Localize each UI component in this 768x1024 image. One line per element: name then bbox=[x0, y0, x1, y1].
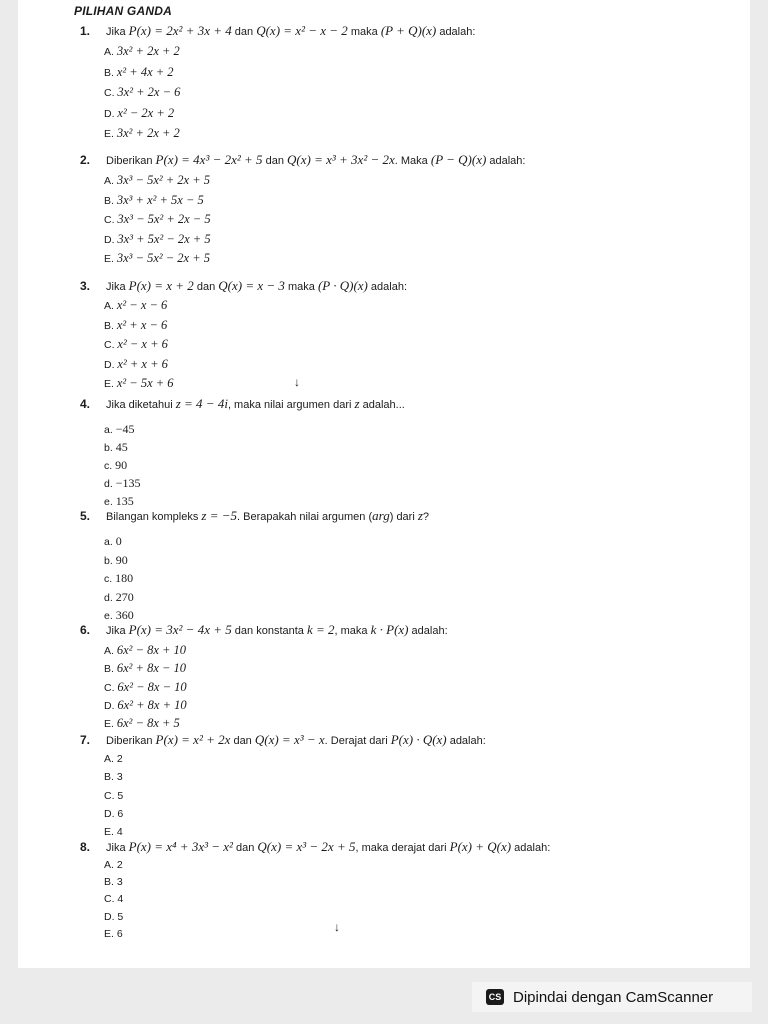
math-expression: z bbox=[354, 396, 360, 411]
math-expression: k · P(x) bbox=[370, 622, 409, 637]
math-expression: Q(x) = x³ + 3x² − 2x bbox=[287, 152, 395, 167]
text-run: adalah: bbox=[408, 625, 448, 637]
math-expression: x² + x − 6 bbox=[116, 317, 168, 332]
math-expression: P(x) = x + 2 bbox=[128, 278, 194, 293]
math-expression: x² − 5x + 6 bbox=[116, 376, 174, 390]
camscanner-logo-icon: CS bbox=[486, 989, 504, 1005]
question-number: 3. bbox=[80, 279, 91, 293]
watermark-text: Dipindai dengan CamScanner bbox=[513, 988, 714, 1006]
text-run: E. bbox=[104, 253, 117, 265]
answer-option bbox=[104, 251, 210, 266]
text-run: dan bbox=[232, 842, 258, 854]
text-run: , maka nilai argumen dari bbox=[227, 399, 355, 411]
answer-option bbox=[104, 376, 174, 391]
number-value: 90 bbox=[115, 552, 128, 567]
text-run: maka bbox=[284, 281, 318, 293]
text-run: e. bbox=[104, 610, 116, 622]
math-expression: P(x) = x⁴ + 3x³ − x² bbox=[128, 839, 233, 854]
text-run: ? bbox=[422, 511, 430, 523]
text-run: Diberikan bbox=[106, 735, 156, 747]
answer-option bbox=[104, 698, 187, 713]
text-run: adalah: bbox=[446, 735, 486, 747]
text-run: dan konstanta bbox=[231, 625, 307, 637]
math-expression: 3x³ − 5x² + 2x − 5 bbox=[117, 212, 211, 226]
text-run: A. bbox=[104, 175, 117, 187]
text-run: Diberikan bbox=[106, 155, 156, 167]
text-run: B. bbox=[104, 194, 117, 207]
math-expression: 3x³ + 5x² − 2x + 5 bbox=[117, 231, 211, 246]
question-number: 5. bbox=[80, 509, 91, 523]
number-value: 90 bbox=[115, 458, 128, 472]
math-expression: 6x² + 8x + 10 bbox=[117, 697, 187, 712]
text-run: Jika bbox=[106, 26, 129, 38]
math-expression: Q(x) = x³ − x bbox=[254, 732, 325, 747]
text-run: D. 6 bbox=[104, 807, 124, 820]
number-value: 135 bbox=[115, 494, 134, 508]
question-number: 8. bbox=[80, 840, 91, 854]
answer-option bbox=[104, 859, 123, 871]
question-text bbox=[106, 508, 706, 524]
number-value: −45 bbox=[115, 422, 135, 436]
text-run: C. 4 bbox=[104, 893, 124, 906]
answer-option bbox=[104, 458, 127, 473]
text-run: D. bbox=[104, 699, 118, 712]
text-run: b. bbox=[104, 554, 116, 567]
math-expression: Q(x) = x³ − 2x + 5 bbox=[257, 839, 356, 854]
math-expression: 3x³ − 5x² + 2x + 5 bbox=[116, 173, 211, 187]
text-run: Jika diketahui bbox=[106, 399, 176, 411]
text-run: C. bbox=[104, 681, 118, 694]
text-run: E. bbox=[104, 378, 117, 390]
text-run: d. bbox=[104, 478, 116, 490]
number-value: 0 bbox=[115, 534, 122, 548]
text-run: B. bbox=[104, 663, 117, 676]
text-run: E. 4 bbox=[104, 826, 123, 839]
answer-option bbox=[104, 494, 134, 509]
answer-option bbox=[104, 422, 134, 437]
answer-option bbox=[104, 126, 180, 141]
math-expression: 3x² + 2x + 2 bbox=[116, 126, 180, 140]
math-expression: P(x) · Q(x) bbox=[390, 732, 447, 747]
text-run: . Derajat dari bbox=[324, 735, 391, 747]
question-text bbox=[106, 839, 706, 855]
text-run: c. bbox=[104, 460, 116, 472]
question-number: 1. bbox=[80, 24, 91, 38]
math-expression: x² + 4x + 2 bbox=[116, 64, 174, 79]
answer-option bbox=[104, 212, 211, 227]
answer-option bbox=[104, 571, 133, 586]
answer-option bbox=[104, 876, 123, 888]
answer-option bbox=[104, 928, 123, 940]
number-value: 45 bbox=[115, 440, 128, 454]
answer-option bbox=[104, 771, 123, 783]
text-run: . Berapakah nilai argumen ( bbox=[237, 511, 373, 523]
question-text bbox=[106, 152, 706, 168]
section-heading: PILIHAN GANDA bbox=[74, 4, 172, 18]
answer-option bbox=[104, 357, 168, 372]
question-text bbox=[106, 732, 706, 748]
answer-option bbox=[104, 893, 123, 905]
math-expression: x² − x − 6 bbox=[116, 298, 168, 312]
answer-option bbox=[104, 232, 211, 247]
math-expression: Q(x) = x² − x − 2 bbox=[256, 23, 348, 38]
question-number: 7. bbox=[80, 733, 91, 747]
answer-option bbox=[104, 173, 210, 188]
math-expression: P(x) = 3x² − 4x + 5 bbox=[128, 622, 232, 637]
text-run: C. 5 bbox=[104, 789, 124, 802]
math-expression: 3x² + 2x − 6 bbox=[117, 85, 181, 99]
answer-option bbox=[104, 318, 167, 333]
math-expression: 3x³ + x² + 5x − 5 bbox=[116, 192, 204, 207]
question-text bbox=[106, 278, 706, 294]
question-number: 6. bbox=[80, 623, 91, 637]
text-run: Jika bbox=[106, 842, 129, 854]
text-run: A. bbox=[104, 645, 117, 657]
answer-option bbox=[104, 661, 186, 676]
answer-option bbox=[104, 553, 128, 568]
text-run: D. bbox=[104, 358, 118, 371]
answer-option bbox=[104, 790, 123, 802]
math-expression: x² − 2x + 2 bbox=[117, 105, 175, 120]
text-run: B. 3 bbox=[104, 771, 123, 784]
camscanner-watermark bbox=[472, 982, 752, 1012]
math-expression: P(x) = 2x² + 3x + 4 bbox=[128, 23, 232, 38]
down-arrow-icon: ↓ bbox=[334, 920, 340, 934]
text-run: E. bbox=[104, 128, 117, 140]
text-run: dan bbox=[262, 155, 288, 167]
text-run: maka bbox=[347, 26, 381, 38]
text-run: e. bbox=[104, 496, 116, 508]
math-expression: (P · Q)(x) bbox=[317, 278, 368, 293]
answer-option bbox=[104, 753, 123, 765]
answer-option bbox=[104, 808, 123, 820]
text-run: , maka bbox=[334, 625, 371, 637]
text-run: A. 2 bbox=[104, 859, 123, 871]
text-run: ) dari bbox=[389, 511, 418, 523]
answer-option bbox=[104, 643, 186, 658]
text-run: adalah: bbox=[367, 281, 408, 293]
answer-option bbox=[104, 65, 174, 80]
answer-option bbox=[104, 440, 128, 455]
answer-option bbox=[104, 476, 140, 491]
text-run: Bilangan kompleks bbox=[106, 511, 202, 523]
answer-option bbox=[104, 826, 123, 838]
math-expression: 6x² − 8x + 10 bbox=[116, 643, 187, 657]
text-run: b. bbox=[104, 442, 116, 454]
math-expression: 3x³ − 5x² − 2x + 5 bbox=[116, 251, 211, 265]
question-text bbox=[106, 622, 706, 638]
number-value: −135 bbox=[115, 476, 141, 490]
answer-option bbox=[104, 44, 180, 59]
answer-option bbox=[104, 193, 204, 208]
question-text bbox=[106, 396, 706, 412]
text-run: C. bbox=[104, 339, 118, 351]
text-run: E. 6 bbox=[104, 927, 123, 940]
text-run: E. bbox=[104, 718, 117, 731]
math-expression: 3x² + 2x + 2 bbox=[116, 44, 180, 58]
text-run: B. bbox=[104, 66, 117, 79]
number-value: 270 bbox=[115, 589, 134, 604]
text-run: C. bbox=[104, 214, 118, 226]
text-run: A. 2 bbox=[104, 753, 123, 765]
text-run: adalah: bbox=[486, 155, 526, 167]
math-expression: x² + x + 6 bbox=[117, 356, 168, 371]
down-arrow-icon: ↓ bbox=[294, 375, 300, 389]
math-expression: 6x² − 8x + 5 bbox=[116, 716, 180, 731]
text-run: Jika bbox=[106, 625, 129, 637]
text-run: D. bbox=[104, 233, 118, 246]
math-expression: P(x) + Q(x) bbox=[449, 839, 512, 854]
answer-option bbox=[104, 534, 122, 549]
math-expression: P(x) = x² + 2x bbox=[155, 732, 231, 747]
question-text bbox=[106, 23, 706, 39]
answer-option bbox=[104, 680, 187, 695]
answer-option bbox=[104, 590, 134, 605]
math-expression: k = 2 bbox=[306, 622, 335, 637]
math-expression: 6x² − 8x − 10 bbox=[117, 679, 187, 694]
number-value: 360 bbox=[115, 608, 134, 622]
math-expression: (P + Q)(x) bbox=[380, 23, 437, 38]
text-run: C. bbox=[104, 87, 118, 99]
text-run: . Maka bbox=[394, 155, 431, 167]
math-expression: Q(x) = x − 3 bbox=[218, 278, 285, 293]
text-run: a. bbox=[104, 424, 116, 436]
math-expression: 6x² + 8x − 10 bbox=[116, 661, 187, 676]
answer-option bbox=[104, 608, 134, 623]
math-expression: z = −5 bbox=[201, 508, 237, 523]
answer-option bbox=[104, 337, 168, 352]
answer-option bbox=[104, 106, 174, 121]
math-expression: z bbox=[417, 508, 423, 523]
text-run: adalah... bbox=[359, 399, 405, 411]
text-run: dan bbox=[193, 281, 219, 293]
text-run: c. bbox=[104, 573, 116, 585]
text-run: d. bbox=[104, 591, 116, 604]
text-run: D. 5 bbox=[104, 910, 124, 923]
math-expression: (P − Q)(x) bbox=[430, 152, 487, 167]
text-run: A. bbox=[104, 46, 117, 58]
answer-option bbox=[104, 911, 123, 923]
text-run: , maka derajat dari bbox=[355, 842, 450, 854]
question-number: 4. bbox=[80, 397, 91, 411]
text-run: B. 3 bbox=[104, 876, 123, 889]
text-run: A. bbox=[104, 300, 117, 312]
text-run: a. bbox=[104, 536, 116, 548]
text-run: adalah: bbox=[511, 842, 551, 854]
math-expression: x² − x + 6 bbox=[117, 337, 168, 351]
text-run: Jika bbox=[106, 281, 129, 293]
question-number: 2. bbox=[80, 153, 91, 167]
text-run: B. bbox=[104, 319, 117, 332]
text-run: D. bbox=[104, 107, 118, 120]
text-run: dan bbox=[230, 735, 255, 747]
text-run: adalah: bbox=[436, 26, 476, 38]
text-run: dan bbox=[231, 26, 257, 38]
math-expression: arg bbox=[372, 508, 390, 523]
answer-option bbox=[104, 716, 180, 731]
math-expression: z = 4 − 4i bbox=[175, 396, 228, 411]
answer-option bbox=[104, 298, 167, 313]
number-value: 180 bbox=[115, 571, 134, 585]
answer-option bbox=[104, 85, 180, 100]
math-expression: P(x) = 4x³ − 2x² + 5 bbox=[155, 152, 263, 167]
